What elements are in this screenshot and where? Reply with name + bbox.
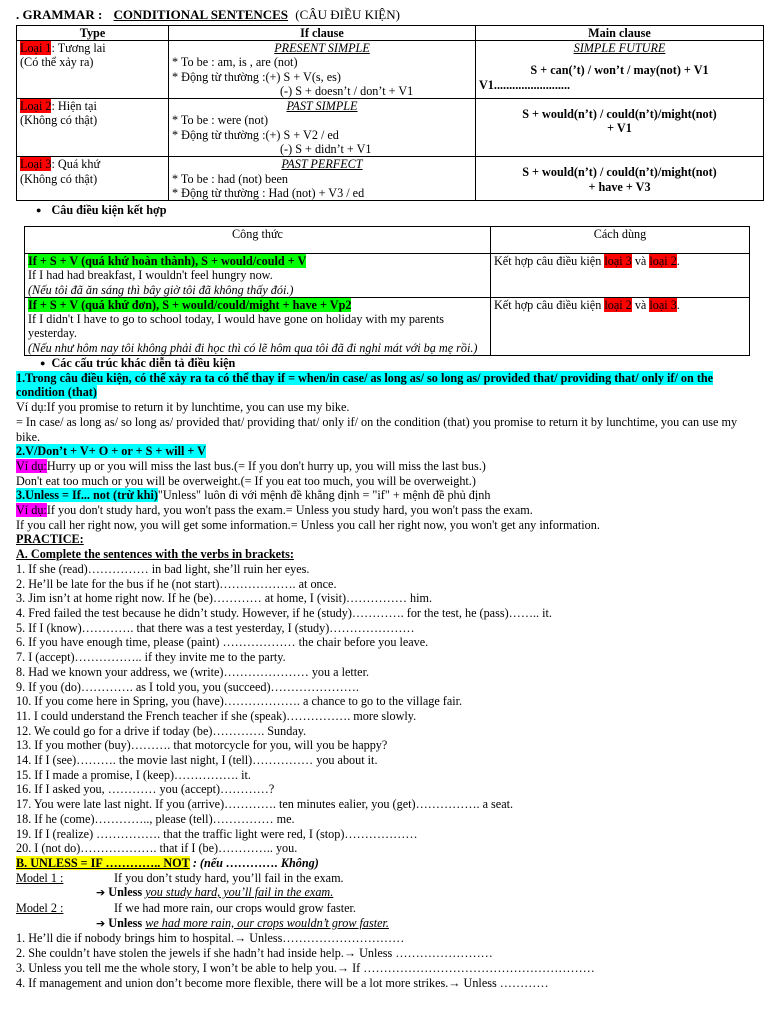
type-cell: [17, 41, 169, 99]
main-clause-cell: [476, 99, 764, 157]
exercise-item: 10. If you come here in Spring, you (have)………………. a chance to go to the village fair.: [16, 694, 463, 709]
model-2-answer: [16, 916, 764, 932]
exercise-item: 2. He’ll be late for the bus if he (not start)………………. at once.: [16, 576, 337, 591]
header-main-clause: Main clause: [476, 25, 764, 40]
section-1-title: 1.Trong câu điều kiện, có thể xảy ra ta có thể thay if = when/in case/ as long as/ so long as/ provided that/ providing that/ only if/ on the condition (that): [16, 370, 714, 400]
main-formula: S + would(n’t) / could(n’t)/might(not): [522, 165, 717, 180]
exercise-item: 1. He’ll die if nobody brings him to hospital.→ Unless…………………………: [16, 931, 405, 946]
type-desc: : Tương lai: [51, 41, 106, 55]
type-note: (Không có thật): [20, 113, 98, 128]
tense-name: PRESENT SIMPLE: [274, 41, 370, 55]
usage-tag: loại 2: [604, 297, 632, 312]
if-clause-cell: [169, 99, 476, 157]
main-formula: S + can(’t) / won’t / may(not) + V1: [530, 63, 709, 78]
if-line: * Động từ thường : Had (not) + V3 / ed: [172, 185, 365, 200]
main-formula-cont: + V1: [607, 121, 632, 136]
tense-name: SIMPLE FUTURE: [573, 41, 666, 55]
section-b-rest: : (nếu …………. Không): [192, 855, 319, 870]
section-1: [16, 371, 764, 445]
if-line: (-) S + doesn’t / don’t + V1: [280, 83, 414, 98]
exercise-item: 4. Fred failed the test because he didn’t study. However, if he (study)…………. for the test, he (pass)…….. it.: [16, 606, 552, 620]
exercise-item: 4. If management and union don’t become more flexible, there will be a lot more strikes.→ Unless …………: [16, 975, 549, 990]
example-label: Ví dụ:: [16, 503, 47, 518]
usage-text: Kết hợp câu điều kiện: [494, 253, 602, 268]
exercise-item: 3. Jim isn’t at home right now. If he (be)………… at home, I (visit)…………… him.: [16, 591, 433, 606]
section-3-example: If you don't study hard, you won't pass the exam.= Unless you study hard, you won't pass the exam.: [46, 503, 533, 518]
model-answer: you study hard, you’ll fail in the exam.: [145, 885, 334, 900]
main-clause-cell: [476, 157, 764, 201]
exercise-item: 6. If you have enough time, please (paint) ……………… the chair before you leave.: [16, 635, 429, 650]
type-desc: : Quá khứ: [51, 157, 101, 172]
usage-tag: loại 2: [649, 253, 677, 268]
usage-text: và: [634, 253, 647, 268]
type-cell: [17, 99, 169, 157]
table-row: [17, 99, 764, 157]
if-line: * To be : am, is , are (not): [172, 55, 298, 70]
section-b-label: B. UNLESS = IF ………….. NOT: [16, 855, 190, 870]
mixed-example: If I had had breakfast, I wouldn't feel hungry now.: [28, 268, 273, 283]
model-2: [16, 901, 764, 916]
exercise-item: 2. She couldn’t have stolen the jewels if she hadn’t had inside help.→ Unless ……………………: [16, 946, 493, 961]
table-row: [25, 253, 750, 297]
page-title: [16, 8, 764, 23]
exercise-item: 14. If I (see)………. the movie last night, I (tell)…………… you about it.: [16, 753, 378, 768]
type-note: (Có thể xảy ra): [20, 55, 94, 70]
model-1: [16, 871, 764, 886]
table-header-row: [17, 25, 764, 40]
main-formula-cont: + have + V3: [588, 179, 651, 194]
if-clause-cell: [169, 157, 476, 201]
if-line: * To be : were (not): [172, 113, 269, 128]
tense-name: PAST SIMPLE: [286, 99, 358, 114]
model-text: If we had more rain, our crops would grow faster.: [114, 901, 356, 916]
exercise-item: 1. If she (read)…………… in bad light, she’ll ruin her eyes.: [16, 561, 310, 576]
model-label: Model 2 :: [16, 901, 64, 916]
exercise-item: 17. You were late last night. If you (arrive)…………. ten minutes ealier, you (get)……………. a seat.: [16, 797, 514, 812]
tense-name: PAST PERFECT: [281, 157, 363, 172]
usage-text: và: [634, 297, 647, 312]
unless-word: Unless: [108, 915, 143, 930]
section-2-example: Hurry up or you will miss the last bus.(= If you don't hurry up, you will miss the last bus.): [46, 458, 486, 473]
exercise-item: 16. If I asked you, ………… you (accept)…………?: [16, 782, 275, 797]
if-line: (-) S + didn’t + V1: [280, 142, 372, 157]
exercise-item: 9. If you (do)…………. as I told you, you (succeed)………………….: [16, 679, 359, 694]
type-tag: Loại 3: [20, 157, 52, 172]
section-1-example: Ví dụ:If you promise to return it by lunchtime, you can use my bike.: [16, 400, 350, 415]
type-desc: : Hiện tại: [51, 99, 97, 114]
header-type: Type: [17, 25, 169, 40]
usage-tag: loại 3: [649, 297, 677, 312]
usage-text: Kết hợp câu điều kiện: [494, 297, 602, 312]
type-cell: [17, 157, 169, 201]
mixed-conditional-heading: ● Câu điều kiện kết hợp: [36, 203, 764, 218]
practice-heading: PRACTICE:: [16, 532, 84, 547]
exercise-item: 7. I (accept)…………….. if they invite me to the party.: [16, 650, 286, 665]
section-2: [16, 444, 764, 488]
practice-section-a: A. Complete the sentences with the verbs in brackets:: [16, 547, 294, 562]
section-3-desc: "Unless" luôn đi với mệnh đề khẳng định = "if" + mệnh đề phủ định: [157, 488, 491, 503]
mixed-conditional-table: [24, 226, 750, 356]
arrow-icon: ➔: [96, 916, 106, 930]
if-line: * To be : had (not) been: [172, 171, 289, 186]
section-2-title: 2.V/Don’t + V+ O + or + S + will + V: [16, 444, 206, 459]
if-clause-cell: [169, 41, 476, 99]
title-main: CONDITIONAL SENTENCES: [113, 7, 289, 22]
section-1-example-alt: = In case/ as long as/ so long as/ provided that/ providing that/ only if/ on the condition (that) you promise to return it by lunchtime, you can use my bike.: [16, 414, 738, 444]
section-3-example-2: If you call her right now, you will get some information.= Unless you call her right now, you won't get any information.: [16, 517, 600, 532]
model-answer: we had more rain, our crops wouldn’t grow faster.: [145, 915, 389, 930]
model-1-answer: [16, 885, 764, 901]
model-text: If you don’t study hard, you’ll fail in the exam.: [114, 870, 344, 885]
main-formula-cont: V1.........................: [479, 77, 571, 92]
exercise-item: 12. We could go for a drive if today (be)…………. Sunday.: [16, 723, 307, 738]
title-viet: (CÂU ĐIỀU KIỆN): [295, 7, 400, 22]
type-tag: Loại 1: [20, 41, 52, 55]
exercise-item: 8. Had we known your address, we (write)………………… you a letter.: [16, 664, 370, 679]
usage-text: .: [676, 297, 680, 312]
arrow-icon: ➔: [96, 886, 106, 900]
main-formula: S + would(n’t) / could(n’t)/might(not): [522, 107, 717, 122]
example-label: Ví dụ:: [16, 458, 47, 473]
section-3-title: 3.Unless = If... not (trừ khi): [16, 488, 158, 503]
header-formula: Công thức: [25, 226, 491, 253]
mixed-formula: If + S + V (quá khứ đơn), S + would/could/might + have + Vp2: [28, 297, 352, 312]
mixed-formula: If + S + V (quá khứ hoàn thành), S + would/could + V: [28, 253, 307, 268]
main-clause-cell: [476, 41, 764, 99]
usage-cell: [491, 253, 750, 297]
exercise-item: 19. If I (realize) ……………. that the traffic light were red, I (stop)………………: [16, 826, 418, 841]
exercise-item: 3. Unless you tell me the whole story, I won’t be able to help you.→ If …………………………………………………: [16, 960, 595, 975]
other-structures-heading: ● Các cấu trúc khác diễn tả điều kiện: [40, 356, 764, 371]
exercise-item: 13. If you mother (buy)………. that motorcycle for you, will you be happy?: [16, 738, 388, 753]
type-note: (Không có thật): [20, 171, 98, 186]
practice-section-b: [16, 856, 764, 871]
conditional-types-table: [16, 25, 764, 202]
formula-cell: [25, 253, 491, 297]
usage-text: .: [676, 253, 680, 268]
header-if-clause: If clause: [169, 25, 476, 40]
exercise-list-b: [16, 931, 764, 990]
header-usage: Cách dùng: [491, 226, 750, 253]
exercise-item: 5. If I (know)…………. that there was a test yesterday, I (study)…………………: [16, 620, 415, 635]
exercise-item: 18. If he (come)………….., please (tell)…………… me.: [16, 811, 295, 826]
mixed-translation: (Nếu như hôm nay tôi không phải đi học thì có lẽ hôm qua tôi đã đi nghỉ mát với bạ mẹ rồi.): [28, 340, 478, 355]
usage-cell: [491, 297, 750, 355]
table-row: [17, 41, 764, 99]
type-tag: Loại 2: [20, 99, 52, 114]
exercise-item: 11. I could understand the French teacher if she (speak)……………. more slowly.: [16, 708, 417, 723]
table-row: [25, 297, 750, 355]
exercise-item: 20. I (not do)………………. that if I (be)………….. you.: [16, 841, 298, 856]
if-line: * Động từ thường :(+) S + V2 / ed: [172, 127, 339, 142]
mixed-example: If I didn't I have to go to school today, I would have gone on holiday with my parents yesterday.: [28, 312, 445, 341]
usage-tag: loại 3: [604, 253, 632, 268]
unless-word: Unless: [108, 885, 143, 900]
table-header-row: [25, 226, 750, 253]
if-line: * Động từ thường :(+) S + V(s, es): [172, 69, 341, 84]
section-2-example-2: Don't eat too much or you will be overweight.(= If you eat too much, you will be overweight.): [16, 473, 476, 488]
section-3: [16, 488, 764, 532]
model-label: Model 1 :: [16, 870, 64, 885]
exercise-list-a: [16, 562, 764, 856]
table-row: [17, 157, 764, 201]
exercise-item: 15. If I made a promise, I (keep)……………. it.: [16, 767, 251, 782]
mixed-translation: (Nếu tôi đã ăn sáng thì bây giờ tôi đã không thấy đói.): [28, 282, 294, 297]
title-prefix: . GRAMMAR :: [16, 7, 103, 22]
formula-cell: [25, 297, 491, 355]
